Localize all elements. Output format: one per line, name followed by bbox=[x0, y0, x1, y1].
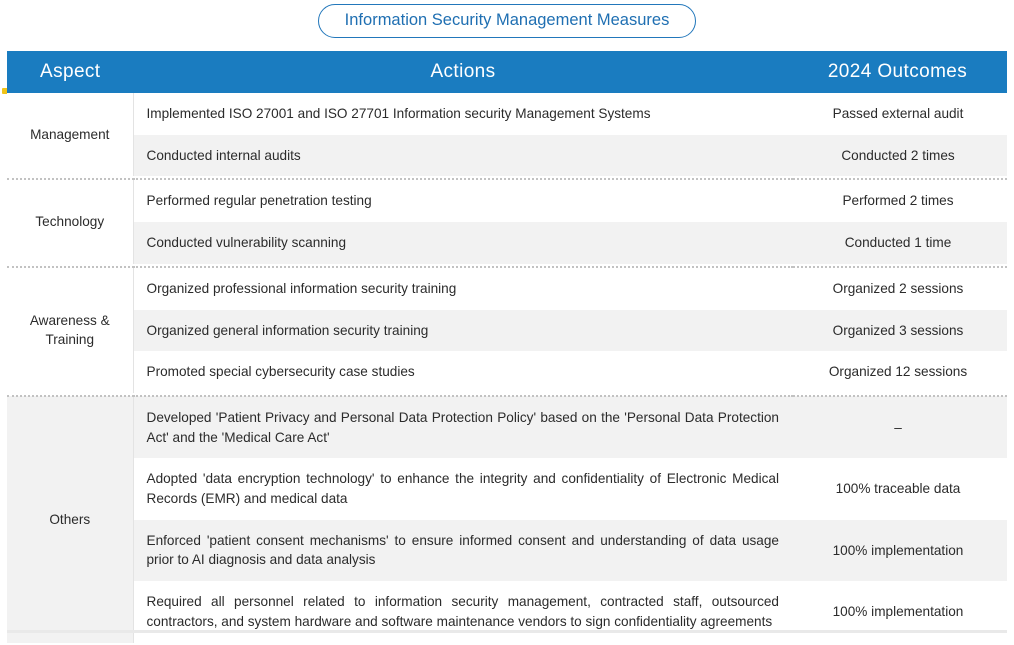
outcome-cell: 100% implementation bbox=[793, 520, 1007, 581]
column-header-actions: Actions bbox=[133, 51, 793, 93]
action-cell: Conducted internal audits bbox=[133, 135, 793, 177]
security-measures-table bbox=[7, 51, 1007, 643]
action-cell: Organized professional information security training bbox=[133, 267, 793, 310]
aspect-label-line2: Training bbox=[45, 332, 95, 348]
outcome-cell: 100% implementation bbox=[793, 581, 1007, 642]
table-row bbox=[7, 135, 1007, 177]
outcome-cell: Conducted 2 times bbox=[793, 135, 1007, 177]
column-header-aspect: Aspect bbox=[7, 51, 133, 93]
action-cell: Required all personnel related to information security management, contracted staff, outsourced contractors, and system hardware and software maintenance vendors to sign confidentiality agreements bbox=[133, 581, 793, 642]
aspect-cell bbox=[7, 267, 133, 393]
action-cell: Developed 'Patient Privacy and Personal Data Protection Policy' based on the 'Personal Data Protection Act' and the 'Medical Care Act' bbox=[133, 396, 793, 458]
action-cell: Implemented ISO 27001 and ISO 27701 Information security Management Systems bbox=[133, 93, 793, 135]
aspect-cell: Management bbox=[7, 93, 133, 176]
page-title: Information Security Management Measures bbox=[318, 4, 697, 38]
column-header-outcome: 2024 Outcomes bbox=[793, 51, 1007, 93]
table-row bbox=[7, 267, 1007, 310]
action-cell: Enforced 'patient consent mechanisms' to ensure informed consent and understanding of data usage prior to AI diagnosis and data analysis bbox=[133, 520, 793, 581]
table-header bbox=[7, 51, 1007, 93]
bottom-divider bbox=[7, 630, 1007, 633]
table-row bbox=[7, 396, 1007, 458]
outcome-cell: Organized 2 sessions bbox=[793, 267, 1007, 310]
table-row bbox=[7, 310, 1007, 352]
outcome-cell: – bbox=[793, 396, 1007, 458]
outcome-cell: Performed 2 times bbox=[793, 179, 1007, 222]
action-cell: Performed regular penetration testing bbox=[133, 179, 793, 222]
aspect-cell: Others bbox=[7, 396, 133, 643]
table-row bbox=[7, 458, 1007, 519]
table-row bbox=[7, 581, 1007, 642]
outcome-cell: Organized 12 sessions bbox=[793, 351, 1007, 393]
table-row bbox=[7, 179, 1007, 222]
table-header-row bbox=[7, 51, 1007, 93]
outcome-cell: Conducted 1 time bbox=[793, 222, 1007, 264]
table-row bbox=[7, 520, 1007, 581]
table-row bbox=[7, 351, 1007, 393]
aspect-cell: Technology bbox=[7, 179, 133, 263]
table-row bbox=[7, 93, 1007, 135]
action-cell: Conducted vulnerability scanning bbox=[133, 222, 793, 264]
action-cell: Organized general information security training bbox=[133, 310, 793, 352]
outcome-cell: 100% traceable data bbox=[793, 458, 1007, 519]
aspect-label-line1: Awareness & bbox=[29, 312, 110, 328]
action-cell: Adopted 'data encryption technology' to enhance the integrity and confidentiality of Electronic Medical Records (EMR) and medical data bbox=[133, 458, 793, 519]
outcome-cell: Organized 3 sessions bbox=[793, 310, 1007, 352]
title-container bbox=[0, 4, 1014, 38]
table-row bbox=[7, 222, 1007, 264]
action-cell: Promoted special cybersecurity case studies bbox=[133, 351, 793, 393]
outcome-cell: Passed external audit bbox=[793, 93, 1007, 135]
table-body bbox=[7, 93, 1007, 643]
